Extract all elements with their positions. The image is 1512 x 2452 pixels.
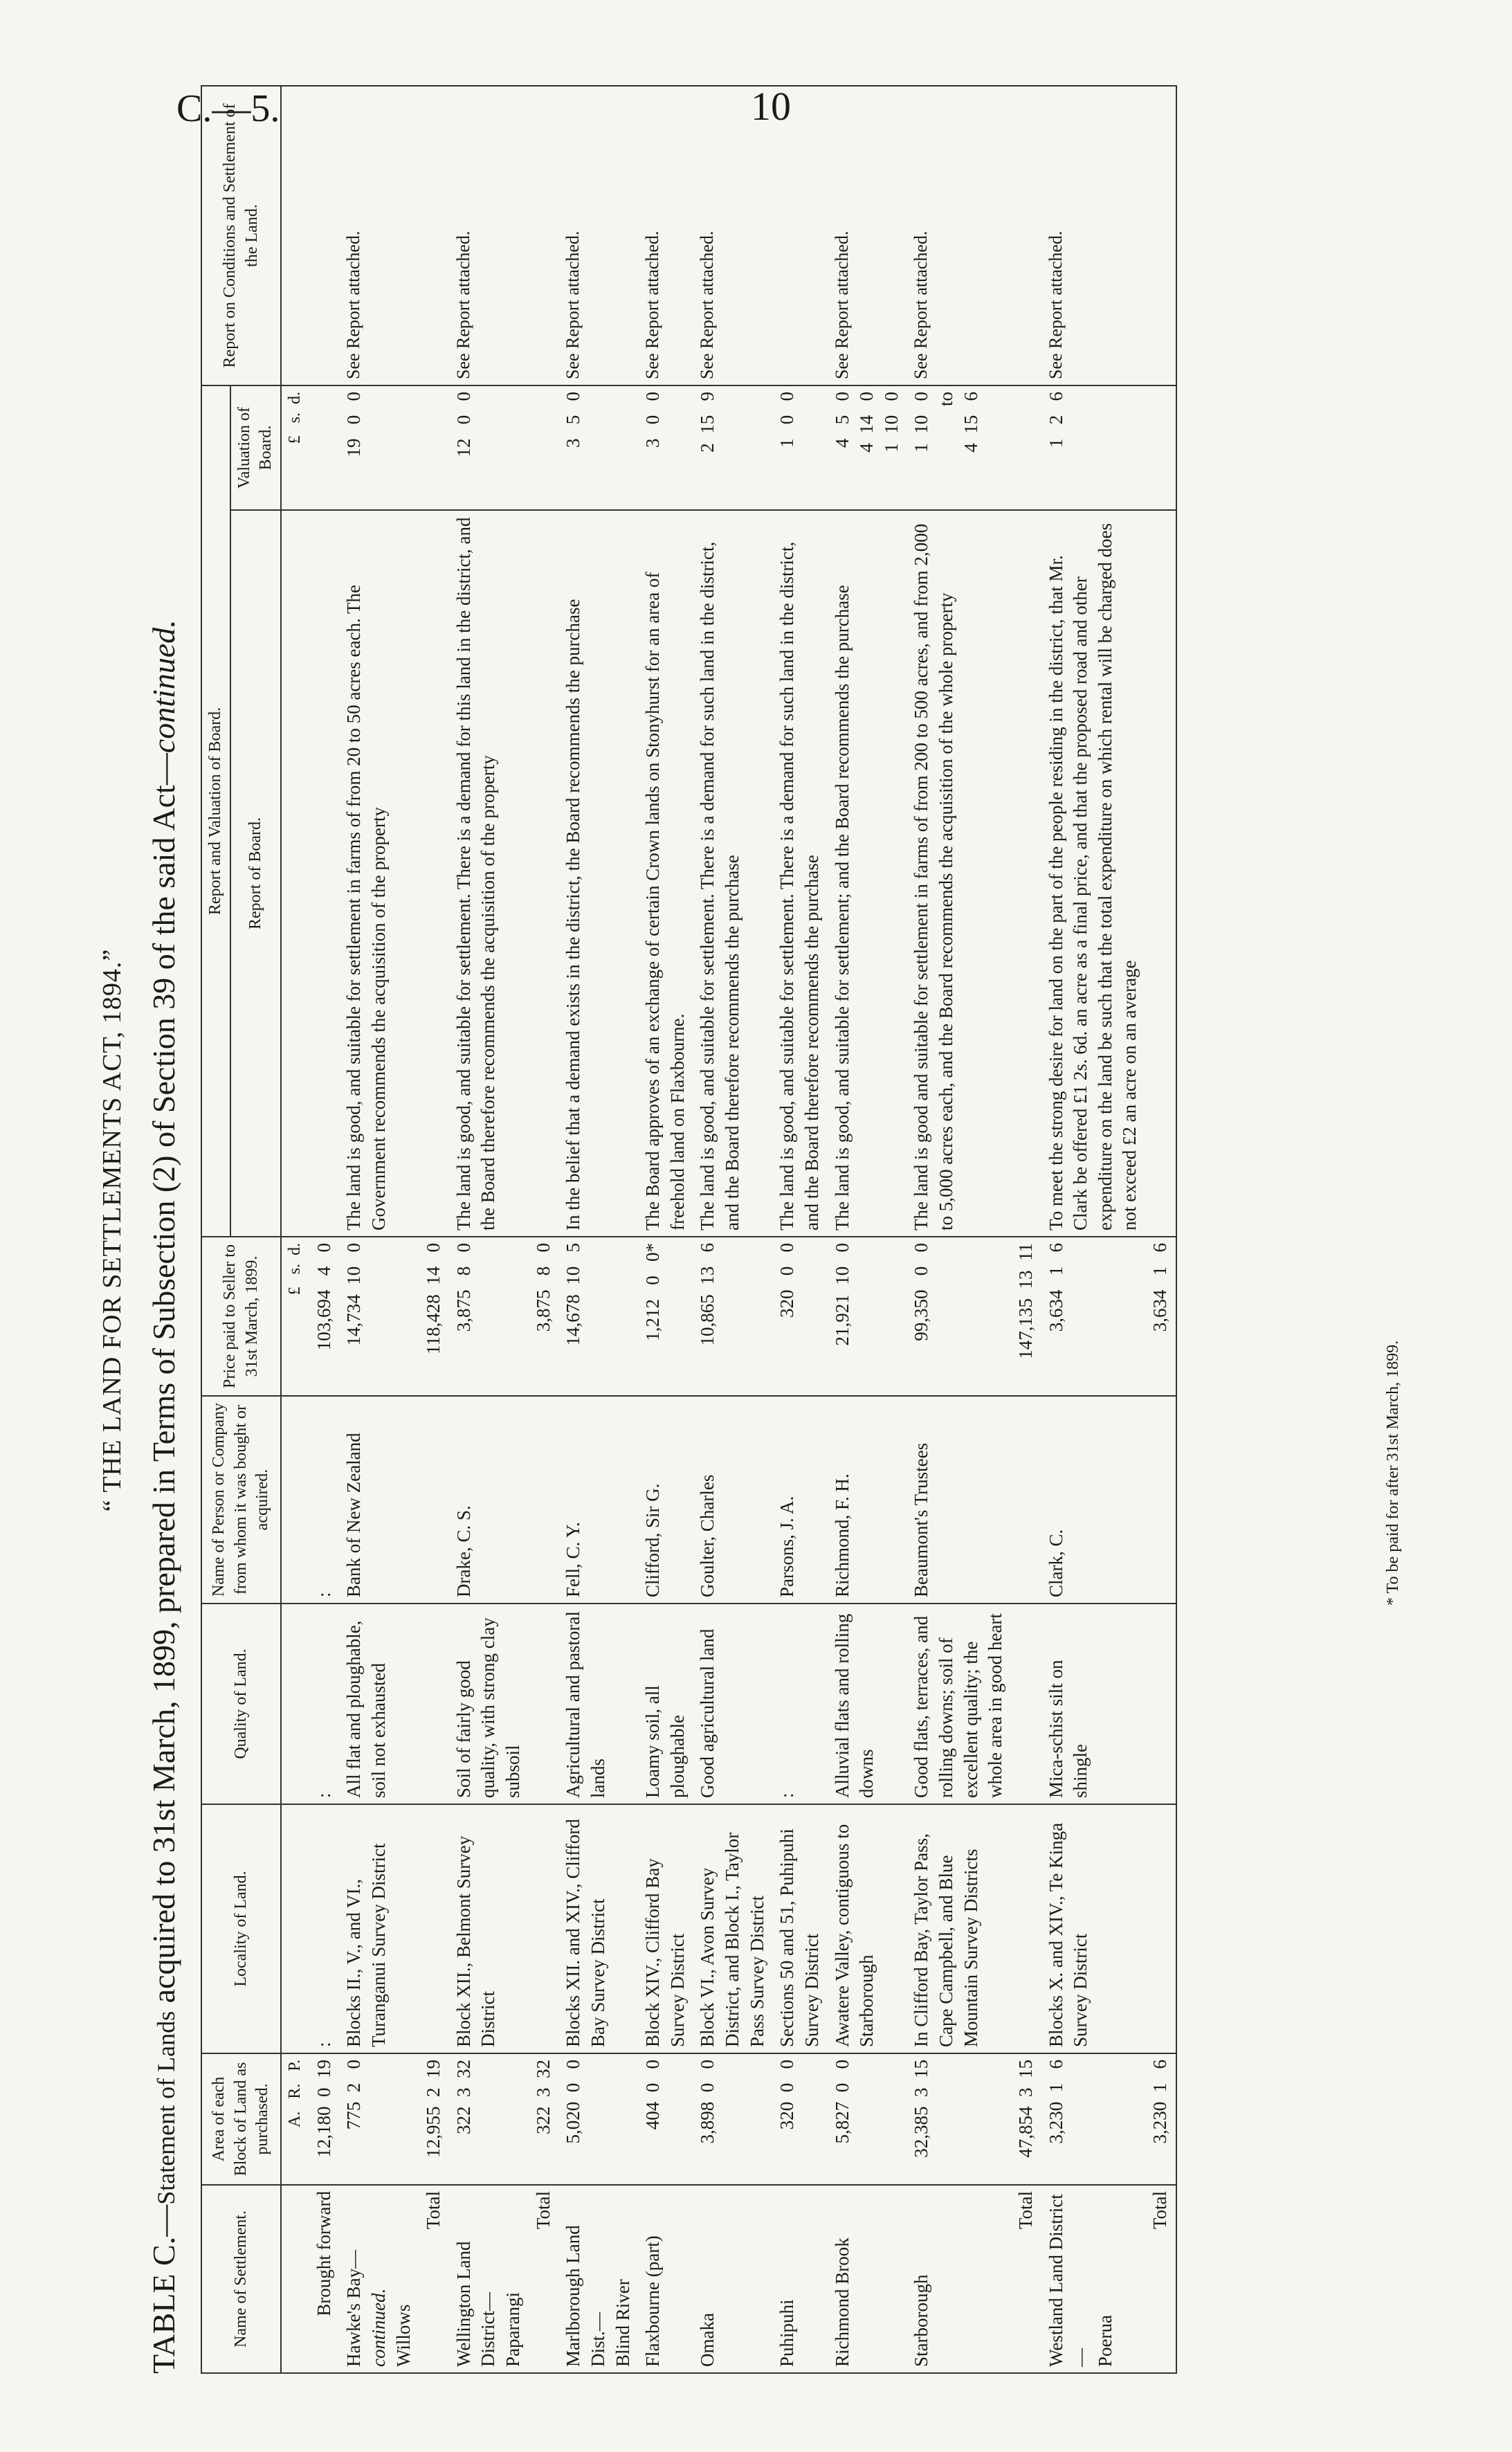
settlement-name-text: Starborough [911, 2274, 932, 2367]
settlement-name-text: Richmond Brook [831, 2237, 853, 2367]
col-person-header: Name of Person or Company from whom it was bought or acquired. [201, 1396, 281, 1604]
settlement-name-text: Brought forward [313, 2191, 334, 2316]
statement-table [201, 85, 1177, 2374]
total-row [1145, 86, 1176, 2373]
person-cell: Beaumont's Trustees [907, 1396, 1011, 1604]
price-cell: 320 0 0 [772, 1237, 827, 1396]
table-row [828, 86, 907, 2373]
area-cell: 3,230 1 6 [1041, 2053, 1146, 2185]
quality-cell: Mica-schist silt on shingle [1041, 1604, 1146, 1804]
settlement-name-text: Total [1014, 2191, 1036, 2230]
person-cell: Clark, C. [1041, 1396, 1146, 1604]
price-cell: 14,678 10 5 [558, 1237, 638, 1396]
page-number: 10 [751, 84, 791, 129]
person-cell: Bank of New Zealand [339, 1396, 419, 1604]
report-cell: The land is good, and suitable for settlement. There is a demand for such land in the district, and the Board therefore recommends the purchase [772, 510, 827, 1237]
locality-cell [1011, 1804, 1041, 2053]
table-heading [145, 87, 182, 2374]
settlement-name [1041, 2185, 1146, 2373]
settlement-name [693, 2185, 772, 2373]
report-cell [529, 510, 559, 1237]
settlement-name-text: Wellington Land District— [453, 2241, 499, 2367]
quality-cell: Good agricultural land [693, 1604, 772, 1804]
price-cell: 3,875 8 0 [529, 1237, 559, 1396]
price-units: £ s. d. [281, 1237, 309, 1396]
conditions-cell [772, 86, 827, 385]
report-cell: In the belief that a demand exists in the district, the Board recommends the purchase [558, 510, 638, 1237]
person-cell: Richmond, F. H. [828, 1396, 907, 1604]
heading-dash: — [146, 2204, 181, 2237]
table-row [907, 86, 1011, 2373]
col-locality-header: Locality of Land. [201, 1804, 281, 2053]
locality-cell: Awatere Valley, contiguous to Starborough [828, 1804, 907, 2053]
table-row [449, 86, 529, 2373]
locality-cell [529, 1804, 559, 2053]
valuation-cell: 1 10 0 to 4 15 6 [907, 385, 1011, 510]
person-cell [419, 1396, 449, 1604]
settlement-name [1145, 2185, 1176, 2373]
settlement-sub-name: Poerua [1094, 2315, 1115, 2367]
conditions-cell: See Report attached. [449, 86, 529, 385]
settlement-name-text: Flaxbourne (part) [642, 2235, 664, 2367]
area-cell: 32,385 3 15 [907, 2053, 1011, 2185]
locality-cell: Sections 50 and 51, Puhipuhi Survey District [772, 1804, 827, 2053]
quality-cell: All flat and ploughable, soil not exhausted [339, 1604, 419, 1804]
quality-cell: : [772, 1604, 827, 1804]
settlement-name [907, 2185, 1011, 2373]
valuation-cell: 1 2 6 [1041, 385, 1146, 510]
conditions-cell: See Report attached. [828, 86, 907, 385]
price-cell: 99,350 0 0 [907, 1237, 1011, 1396]
page-reference: C.—5. [176, 87, 280, 130]
settlement-name [339, 2185, 419, 2373]
settlement-sub-name: Paparangi [502, 2292, 524, 2367]
conditions-cell: See Report attached. [1041, 86, 1146, 385]
report-cell [1011, 510, 1041, 1237]
valuation-cell: 4 5 0 4 14 0 1 10 0 [828, 385, 907, 510]
locality-cell [1145, 1804, 1176, 2053]
conditions-cell: See Report attached. [638, 86, 693, 385]
settlement-name-text: Westland Land District— [1045, 2194, 1091, 2367]
settlement-name-text: Omaka [697, 2313, 718, 2367]
area-cell: 47,854 3 15 [1011, 2053, 1041, 2185]
price-cell: 10,865 13 6 [693, 1237, 772, 1396]
area-cell: 12,955 2 19 [419, 2053, 449, 2185]
total-row [1011, 86, 1041, 2373]
settlement-name [638, 2185, 693, 2373]
settlement-name-text: Marlborough Land Dist.— [563, 2225, 608, 2367]
area-cell: 12,180 0 19 [309, 2053, 340, 2185]
quality-cell: Good flats, terraces, and rolling downs; soil of excellent quality; the whole area in good heart [907, 1604, 1011, 1804]
act-title: “ THE LAND FOR SETTLEMENTS ACT, 1894.” [98, 948, 127, 1512]
locality-cell: In Clifford Bay, Taylor Pass, Cape Campbell, and Blue Mountain Survey Districts [907, 1804, 1011, 2053]
person-cell: Parsons, J. A. [772, 1396, 827, 1604]
col-quality-header: Quality of Land. [201, 1604, 281, 1804]
locality-cell: Block VI., Avon Survey District, and Block I., Taylor Pass Survey District [693, 1804, 772, 2053]
table-row [558, 86, 638, 2373]
valuation-cell [1011, 385, 1041, 510]
person-cell: Drake, C. S. [449, 1396, 529, 1604]
heading-continued: continued. [146, 619, 181, 754]
settlement-name-text: Hawke's Bay— [343, 2249, 365, 2367]
conditions-cell: See Report attached. [558, 86, 638, 385]
report-cell: The land is good, and suitable for settlement. There is a demand for this land in the district, and the Board therefore recommends the acquisition of the property [449, 510, 529, 1237]
settlement-sub-name: Willows [392, 2304, 414, 2367]
locality-cell: Blocks X. and XIV., Te Kinga Survey District [1041, 1804, 1146, 2053]
quality-cell [419, 1604, 449, 1804]
valuation-cell: 1 0 0 [772, 385, 827, 510]
settlement-name-text: Total [1149, 2191, 1171, 2230]
report-cell: The land is good, and suitable for settlement in farms of from 20 to 50 acres each. The Government recommends the acquisition of the property [339, 510, 419, 1237]
price-cell: 1,212 0 0* [638, 1237, 693, 1396]
locality-cell: Block XIV., Clifford Bay Survey District [638, 1804, 693, 2053]
table-row [1041, 86, 1146, 2373]
locality-cell [419, 1804, 449, 2053]
conditions-cell: See Report attached. [339, 86, 419, 385]
report-cell: The Board approves of an exchange of certain Crown lands on Stonyhurst for an area of freehold land on Flaxbourne. [638, 510, 693, 1237]
valuation-cell: 2 15 9 [693, 385, 772, 510]
quality-cell [1145, 1604, 1176, 1804]
price-cell: 118,428 14 0 [419, 1237, 449, 1396]
price-cell: 3,875 8 0 [449, 1237, 529, 1396]
quality-cell: Soil of fairly good quality, with strong clay subsoil [449, 1604, 529, 1804]
report-cell: The land is good, and suitable for settlement. There is a demand for such land in the district, and the Board therefore recommends the purchase [693, 510, 772, 1237]
conditions-cell [419, 86, 449, 385]
table-label: TABLE C. [146, 2236, 181, 2374]
table-body [281, 86, 1176, 2373]
valuation-cell: 3 5 0 [558, 385, 638, 510]
col-report-group-header: Report and Valuation of Board. [201, 385, 230, 1237]
col-price-header: Price paid to Seller to 31st March, 1899. [201, 1237, 281, 1396]
table-row [693, 86, 772, 2373]
report-cell: The land is good and suitable for settlement in farms of from 200 to 500 acres, and from 2,000 to 5,000 acres each, and the Board recommends the acquisition of the whole property [907, 510, 1011, 1237]
locality-cell: Blocks XII. and XIV., Clifford Bay Survey District [558, 1804, 638, 2053]
quality-cell: Agricultural and pastoral lands [558, 1604, 638, 1804]
price-cell: 103,694 4 0 [309, 1237, 340, 1396]
area-units: A. R. P. [281, 2053, 309, 2185]
settlement-name-continued: continued. [367, 2288, 389, 2367]
settlement-name-text: Puhipuhi [776, 2299, 798, 2367]
table-row [638, 86, 693, 2373]
price-cell: 3,634 1 6 [1145, 1237, 1176, 1396]
settlement-name-text: Total [423, 2191, 444, 2230]
valuation-cell [419, 385, 449, 510]
col-conditions-header: Report on Conditions and Settlement of the Land. [201, 86, 281, 385]
quality-cell [529, 1604, 559, 1804]
quality-cell [1011, 1604, 1041, 1804]
area-cell: 3,230 1 6 [1145, 2053, 1176, 2185]
quality-cell: : [309, 1604, 340, 1804]
heading-statement: Statement of Lands [152, 2010, 180, 2205]
col-report-header: Report of Board. [230, 510, 281, 1237]
settlement-name [419, 2185, 449, 2373]
col-area-header: Area of each Block of Land as purchased. [201, 2053, 281, 2185]
report-cell [419, 510, 449, 1237]
total-row [419, 86, 449, 2373]
quality-cell: Alluvial flats and rolling downs [828, 1604, 907, 1804]
table-row [772, 86, 827, 2373]
conditions-cell [529, 86, 559, 385]
area-cell: 5,020 0 0 [558, 2053, 638, 2185]
person-cell: Clifford, Sir G. [638, 1396, 693, 1604]
area-cell: 322 3 32 [449, 2053, 529, 2185]
valuation-cell [309, 385, 340, 510]
report-cell [1145, 510, 1176, 1237]
price-cell: 147,135 13 11 [1011, 1237, 1041, 1396]
locality-cell: Block XII., Belmont Survey District [449, 1804, 529, 2053]
settlement-sub-name: Blind River [612, 2279, 633, 2367]
person-cell [1011, 1396, 1041, 1604]
settlement-name [558, 2185, 638, 2373]
settlement-name [828, 2185, 907, 2373]
units-row [281, 86, 309, 2373]
person-cell: Fell, C. Y. [558, 1396, 638, 1604]
valuation-cell [1145, 385, 1176, 510]
valuation-cell: 19 0 0 [339, 385, 419, 510]
conditions-cell [309, 86, 340, 385]
quality-cell: Loamy soil, all ploughable [638, 1604, 693, 1804]
person-cell [529, 1396, 559, 1604]
conditions-cell [1145, 86, 1176, 385]
conditions-cell [1011, 86, 1041, 385]
person-cell: : [309, 1396, 340, 1604]
total-row [529, 86, 559, 2373]
col-valuation-header: Valuation of Board. [230, 385, 281, 510]
area-cell: 775 2 0 [339, 2053, 419, 2185]
valuation-cell: 12 0 0 [449, 385, 529, 510]
locality-cell: Blocks II., V., and VI., Turanganui Survey District [339, 1804, 419, 2053]
settlement-name-text: Total [532, 2191, 554, 2230]
footnote: * To be paid for after 31st March, 1899. [1384, 1340, 1402, 1606]
settlement-name [772, 2185, 827, 2373]
person-cell [1145, 1396, 1176, 1604]
heading-rest: acquired to 31st March, 1899, prepared in Terms of Subsection (2) of Section 39 of the said Act— [146, 753, 181, 2011]
settlement-name [1011, 2185, 1041, 2373]
area-cell: 320 0 0 [772, 2053, 827, 2185]
price-cell: 21,921 10 0 [828, 1237, 907, 1396]
valuation-cell: 3 0 0 [638, 385, 693, 510]
settlement-name [309, 2185, 340, 2373]
area-cell: 404 0 0 [638, 2053, 693, 2185]
locality-cell: : [309, 1804, 340, 2053]
report-cell: To meet the strong desire for land on the part of the people residing in the district, that Mr. Clark be offered £1 2s. 6d. an acre as a final price, and that the proposed road and other expenditure on the land be such that the total expenditure on which rental will be charged does not exceed £2 an acre on an average [1041, 510, 1146, 1237]
settlement-name [529, 2185, 559, 2373]
price-cell: 14,734 10 0 [339, 1237, 419, 1396]
area-cell: 322 3 32 [529, 2053, 559, 2185]
person-cell: Goulter, Charles [693, 1396, 772, 1604]
table-row [339, 86, 419, 2373]
footnote-wrap [1384, 1059, 1403, 2374]
report-cell [309, 510, 340, 1237]
valuation-cell [529, 385, 559, 510]
area-cell: 5,827 0 0 [828, 2053, 907, 2185]
settlement-name [449, 2185, 529, 2373]
table-row [309, 86, 340, 2373]
conditions-cell: See Report attached. [693, 86, 772, 385]
rotated-table-sheet [97, 87, 1412, 2374]
valuation-units: £ s. d. [281, 385, 309, 510]
report-cell: The land is good, and suitable for settlement; and the Board recommends the purchase [828, 510, 907, 1237]
price-cell: 3,634 1 6 [1041, 1237, 1146, 1396]
area-cell: 3,898 0 0 [693, 2053, 772, 2185]
conditions-cell: See Report attached. [907, 86, 1011, 385]
col-name-header: Name of Settlement. [201, 2185, 281, 2373]
